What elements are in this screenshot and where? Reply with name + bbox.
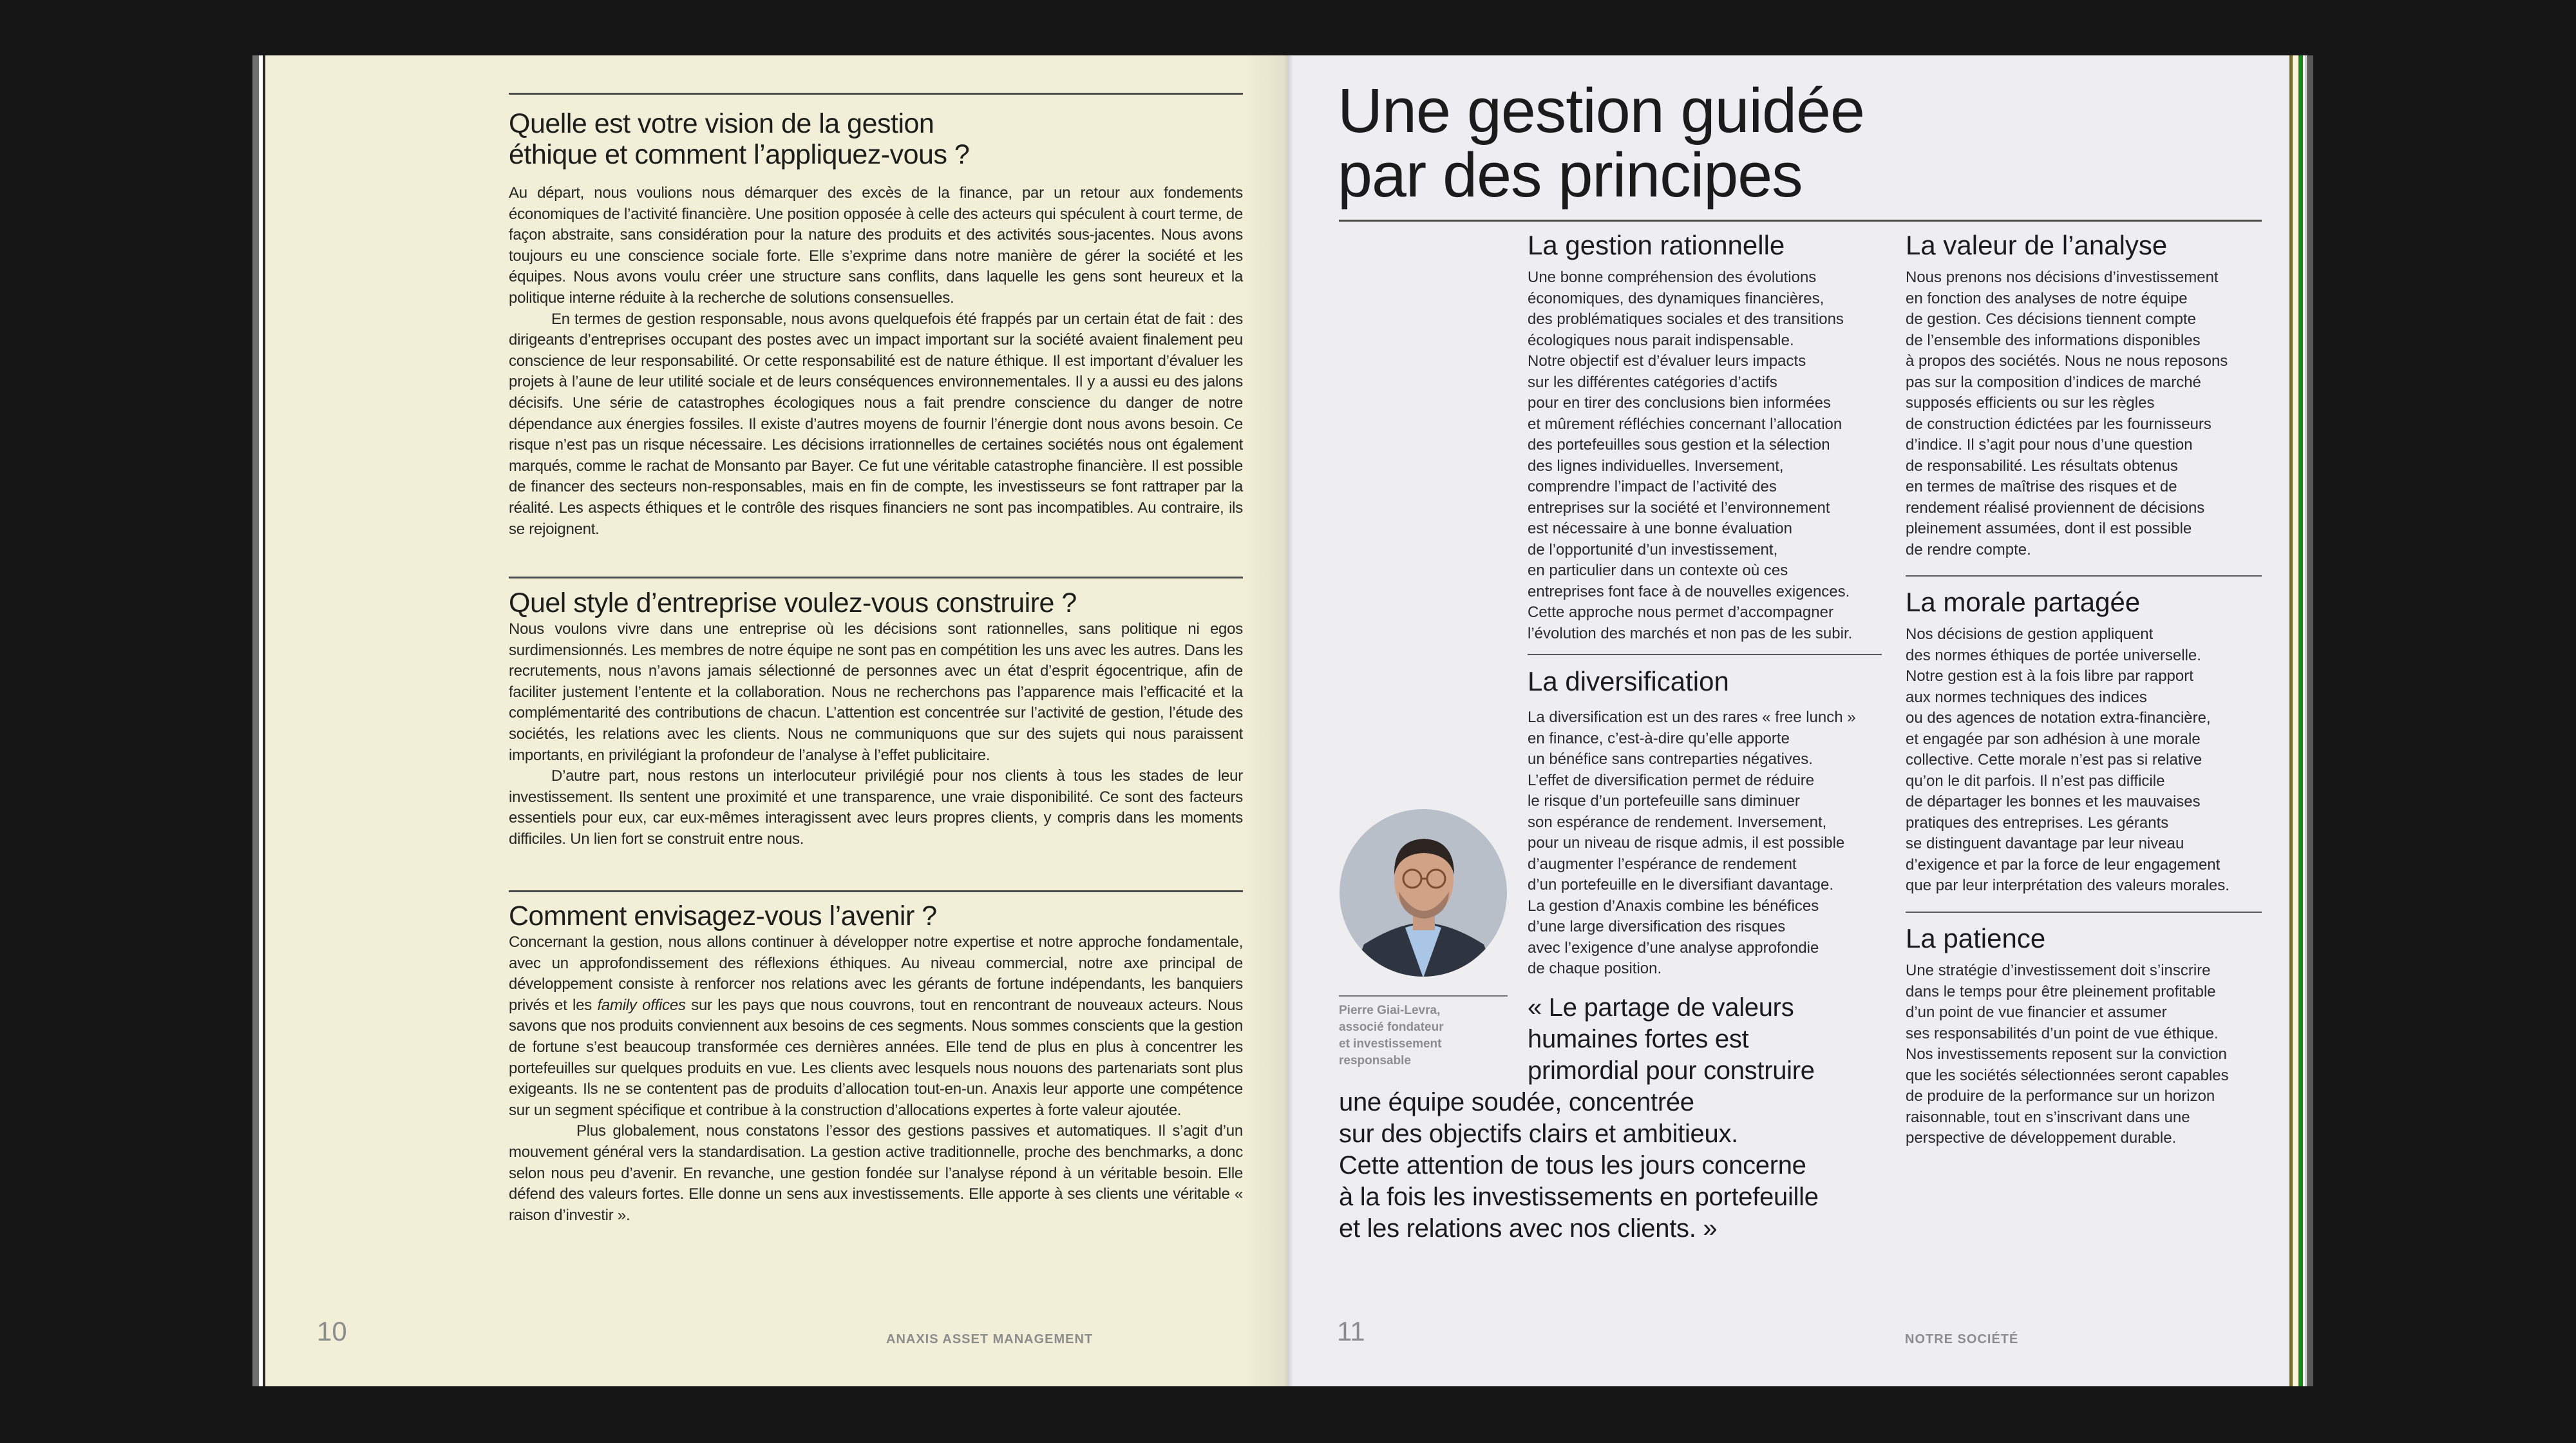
pull-quote-end: une équipe soudée, concentrée sur des objectifs clairs et ambitieux. Cette attention de tous les jours concerne à la fois les investissements en portefeuille et les relations avec nos clients. » (1339, 1088, 1819, 1243)
principle-heading: La morale partagée (1906, 587, 2141, 617)
section-divider (509, 890, 1243, 892)
section-divider (1906, 912, 2262, 913)
principle-heading: La patience (1906, 923, 2046, 953)
title-divider (1339, 220, 2262, 222)
principle-heading: La gestion rationnelle (1528, 230, 1785, 260)
paragraph: Nous voulons vivre dans une entreprise où les décisions sont rationnelles, sans politique ni egos surdimensionnés. Les membres de notre équipe ne sont pas en compétition les uns avec les autres. Dans les recrutements, nous n’avons jamais sélectionné de personnes avec un état d’esprit égocentrique, afin de faciliter justement l’entente et la collaboration. Nous ne recherchons pas l’apparence mais l’efficacité et la complémentarité des contributions de chacun. L’attention est concentrée sur l’activité de gestion, l’étude des sociétés, les relations avec les clients. Nous ne communiquons que sur des sujets qui nous paraissent importants, en privilégiant la profondeur de l’analyse à l’effet publicitaire. (509, 620, 1243, 764)
principle-heading: La diversification (1528, 666, 1729, 696)
section-heading: Comment envisagez-vous l’avenir ? (509, 901, 937, 932)
portrait-photo (1338, 808, 1508, 978)
principle-heading: La valeur de l’analyse (1906, 230, 2168, 260)
paragraph: Au départ, nous voulions nous démarquer des excès de la finance, par un retour aux fondements économiques de l’activité financière. Une position opposée à celle des acteurs qui spéculent à court terme, de façon abstraite, sans considération pour la nature des produits et des activités sous-jacentes. Nous avons toujours eu une conscience sociale forte. Elle s’exprime dans notre manière de gérer la société et les équipes. Nous avons voulu créer une structure sans conflits, dans laquelle les gens sont heureux et la politique interne réduite à la recherche de solutions consensuelles. (509, 184, 1243, 307)
page-number: 10 (317, 1316, 347, 1346)
section-divider (1528, 654, 1882, 655)
book-spine-shadow (1243, 55, 1333, 1386)
right-page-edge (2293, 55, 2298, 1386)
paragraph: Plus globalement, nous constatons l’essor des gestions passives et automatiques. Il s’agit d’un mouvement général vers la standardisation. La gestion active traditionnelle, proche des benchmarks, a donc selon nous peu d’avenir. En revanche, une gestion fondée sur l’analyse répond à un véritable besoin. Elle défend des valeurs fortes. Elle donne un sens aux investissements. Elle apporte à ses clients une véritable « raison d’investir ». (509, 1122, 1243, 1224)
pull-quote-start: « Le partage de valeurs humaines fortes est primordial pour construire (1528, 993, 1815, 1085)
paragraph (509, 932, 1243, 1121)
paragraph: En termes de gestion responsable, nous avons quelquefois été frappés par un certain état de fait : des dirigeants d’entreprises occupant des postes avec un impact important sur la société avaient finalement peu conscience de leur responsabilité. Or cette responsabilité est de nature éthique. Il est important d’évaluer les projets à l’aune de leur utilité sociale et de leurs conséquences environnementales. Il y a aussi eu des jalons décisifs. Une série de catastrophes écologiques nous a fait prendre conscience du danger de notre dépendance aux énergies fossiles. Il existe d’autres moyens de fournir l’énergie dont nous avons besoin. Ce risque n’est pas un risque nécessaire. Les décisions irrationnelles de certaines sociétés nous ont également marqués, comme le rachat de Monsanto par Bayer. Ce fut une véritable catastrophe financière. Il est possible de financer des secteurs non-responsables, mais en fin de compte, les investisseurs se font rattraper par la réalité. Les aspects éthiques et le contrôle des risques financiers ne sont pas incompatibles. Au contraire, ils se rejoignent. (509, 310, 1243, 538)
principle-body: Nous prenons nos décisions d’investissement en fonction des analyses de notre équipe de gestion. Ces décisions tiennent compte de l’ensemble des informations disponibles à propos des sociétés. Nous ne nous reposons pas sur la composition d’indices de marché supposés efficients ou sur les règles de construction édictées par les fournisseurs d’indice. Il s’agit pour nous d’une question de responsabilité. Les résultats obtenus en termes de maîtrise des risques et de rendement réalisé proviennent de décisions pleinement assumées, dont il est possible de rendre compte. (1906, 269, 2228, 559)
section-divider (1906, 575, 2262, 577)
right-page-edge (2305, 55, 2307, 1386)
section-body (509, 932, 1243, 1226)
section-body (509, 183, 1243, 540)
section-body (509, 619, 1243, 850)
section-divider (509, 577, 1243, 578)
running-footer: NOTRE SOCIÉTÉ (1905, 1332, 2019, 1346)
italic-term: family offices (597, 996, 686, 1014)
text: sur les pays que nous couvrons, tout en rencontrant de nouveaux acteurs. Nous savons que nos produits conviennent aux besoins de ces segments. Nous sommes conscients que la gestion de fortune s’est beaucoup transformée ces dernières années. Elle tend de plus en plus à concentrer les portefeuilles sur quelques produits en vue. Les clients avec lesquels nous nouons des partenariats sont plus exigeants. Ils ne se contentent pas de produits d’allocation tout-en-un. Anaxis leur apporte une compétence sur un segment spécifique et contribue à la construction d’allocations expertes à forte valeur ajoutée. (509, 996, 1243, 1119)
right-page-edge (2298, 55, 2303, 1386)
page-title: Une gestion guidée par des principes (1338, 75, 1864, 210)
principle-body: Une bonne compréhension des évolutions économiques, des dynamiques financières, des problématiques sociales et des transitions écologiques nous parait indispensable. Notre objectif est d’évaluer leurs impacts sur les différentes catégories d’actifs pour en tirer des conclusions bien informées et mûrement réfléchies concernant l’allocation des portefeuilles sous gestion et la sélection des lignes individuelles. Inversement, comprendre l’impact de l’activité des entreprises sur la société et l’environnement est nécessaire à une bonne évaluation de l’opportunité d’un investissement, en particulier dans un contexte où ces entreprises font face à de nouvelles exigences. Cette approche nous permet d’accompagner l’évolution des marchés et non pas de les subir. (1528, 269, 1853, 642)
paragraph: D’autre part, nous restons un interlocuteur privilégié pour nos clients à tous les stades de leur investissement. Ils sentent une proximité et une transparence, une vraie disponibilité. Ce sont des facteurs essentiels pour eux, car eux-mêmes interagissent avec leurs propres clients, y compris dans les moments difficiles. Un lien fort se construit entre nous. (509, 767, 1243, 848)
section-heading: Quelle est votre vision de la gestion éthique et comment l’appliquez-vous ? (509, 108, 970, 170)
page-number: 11 (1337, 1316, 1365, 1346)
principle-body: La diversification est un des rares « free lunch » en finance, c’est-à-dire qu’elle apporte un bénéfice sans contreparties négatives. L’effet de diversification permet de réduire le risque d’un portefeuille sans diminuer son espérance de rendement. Inversement, pour un niveau de risque admis, il est possible d’augmenter l’espérance de rendement d’un portefeuille en le diversifiant davantage. La gestion d’Anaxis combine les bénéfices d’une large diversification des risques avec l’exigence d’une analyse approfondie de chaque position. (1528, 709, 1856, 977)
running-footer: ANAXIS ASSET MANAGEMENT (886, 1332, 1094, 1346)
principle-body: Une stratégie d’investissement doit s’inscrire dans le temps pour être pleinement profitable d’un point de vue financier et assumer ses responsabilités d’un point de vue éthique. Nos investissements reposent sur la conviction que les sociétés sélectionnées seront capables de produire de la performance sur un horizon raisonnable, tout en s’inscrivant dans une perspective de développement durable. (1906, 962, 2229, 1147)
caption-divider (1339, 995, 1508, 997)
principle-body: Nos décisions de gestion appliquent des normes éthiques de portée universelle. Notre gestion est à la fois libre par rapport aux normes techniques des indices ou des agences de notation extra-financière, et engagée par son adhésion à une morale collective. Cette morale n’est pas si relative qu’on le dit parfois. Il n’est pas difficile de départager les bonnes et les mauvaises pratiques des entreprises. Les gérants se distinguent davantage par leur niveau d’exigence et par la force de leur engagement que par leur interprétation des valeurs morales. (1906, 626, 2230, 894)
right-page-edge (2308, 55, 2313, 1386)
section-heading: Quel style d’entreprise voulez-vous construire ? (509, 588, 1077, 618)
text: Concernant la gestion, nous allons continuer à développer notre expertise et notre approche fondamentale, avec un approfondissement des réflexions éthiques. Au niveau commercial, notre axe principal de développement consiste à renforcer nos relations avec les gérants de fortune indépendants, les banquiers privés et les (509, 933, 1243, 1014)
portrait-caption: Pierre Giai-Levra, associé fondateur et investissement responsable (1339, 1004, 1444, 1067)
left-page-edge (252, 55, 259, 1386)
section-divider (509, 93, 1243, 95)
